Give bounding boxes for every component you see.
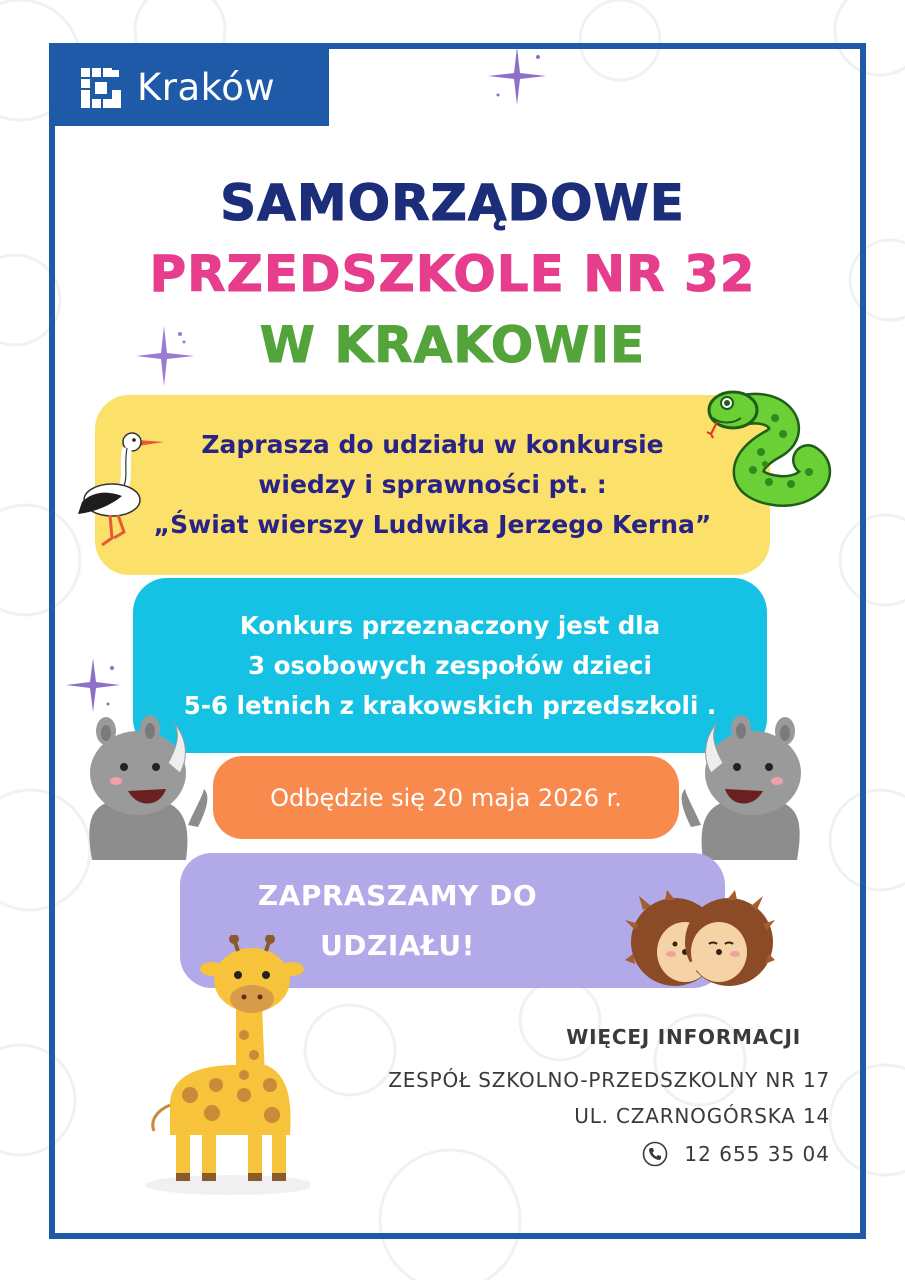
audience-line-3: 5-6 letnich z krakowskich przedszkoli . [183,690,717,720]
hedgehogs-icon [625,890,775,990]
contact-phone: 12 655 35 04 [684,1142,830,1166]
sparkle-icon [486,45,548,107]
rhino-icon [76,715,211,860]
title-line-3: W KRAKOWIE [259,316,646,374]
contact-address: UL. CZARNOGÓRSKA 14 [574,1104,830,1128]
phone-icon [642,1141,668,1167]
contact-phone-row [642,1141,830,1167]
brand-name: Kraków [137,66,276,109]
krakow-logo-icon [81,68,121,108]
stork-icon [72,420,172,550]
title-line-1: SAMORZĄDOWE [220,174,685,232]
snake-icon [703,372,833,507]
sparkle-icon [62,654,124,716]
invitation-line-3: „Świat wierszy Ludwika Jerzego Kerna” [153,510,712,539]
contact-institution: ZESPÓŁ SZKOLNO-PRZEDSZKOLNY NR 17 [388,1068,830,1092]
cta-line-2: UDZIAŁU! [320,928,475,962]
date-card [213,756,679,839]
invitation-line-2: wiedzy i sprawności pt. : [258,470,607,499]
audience-line-2: 3 osobowych zespołów dzieci [248,650,652,680]
invitation-card [95,395,770,575]
event-date: Odbędzie się 20 maja 2026 r. [270,783,622,812]
audience-line-1: Konkurs przeznaczony jest dla [239,610,661,640]
audience-card [133,578,767,753]
giraffe-icon [140,935,310,1195]
contact-heading: WIĘCEJ INFORMACJI [566,1025,801,1049]
cta-line-1: ZAPRASZAMY DO [257,878,538,912]
rhino-icon [679,715,814,860]
invitation-line-1: Zaprasza do udziału w konkursie [201,430,664,459]
title-line-2: PRZEDSZKOLE NR 32 [149,245,756,303]
krakow-logo [55,49,329,126]
